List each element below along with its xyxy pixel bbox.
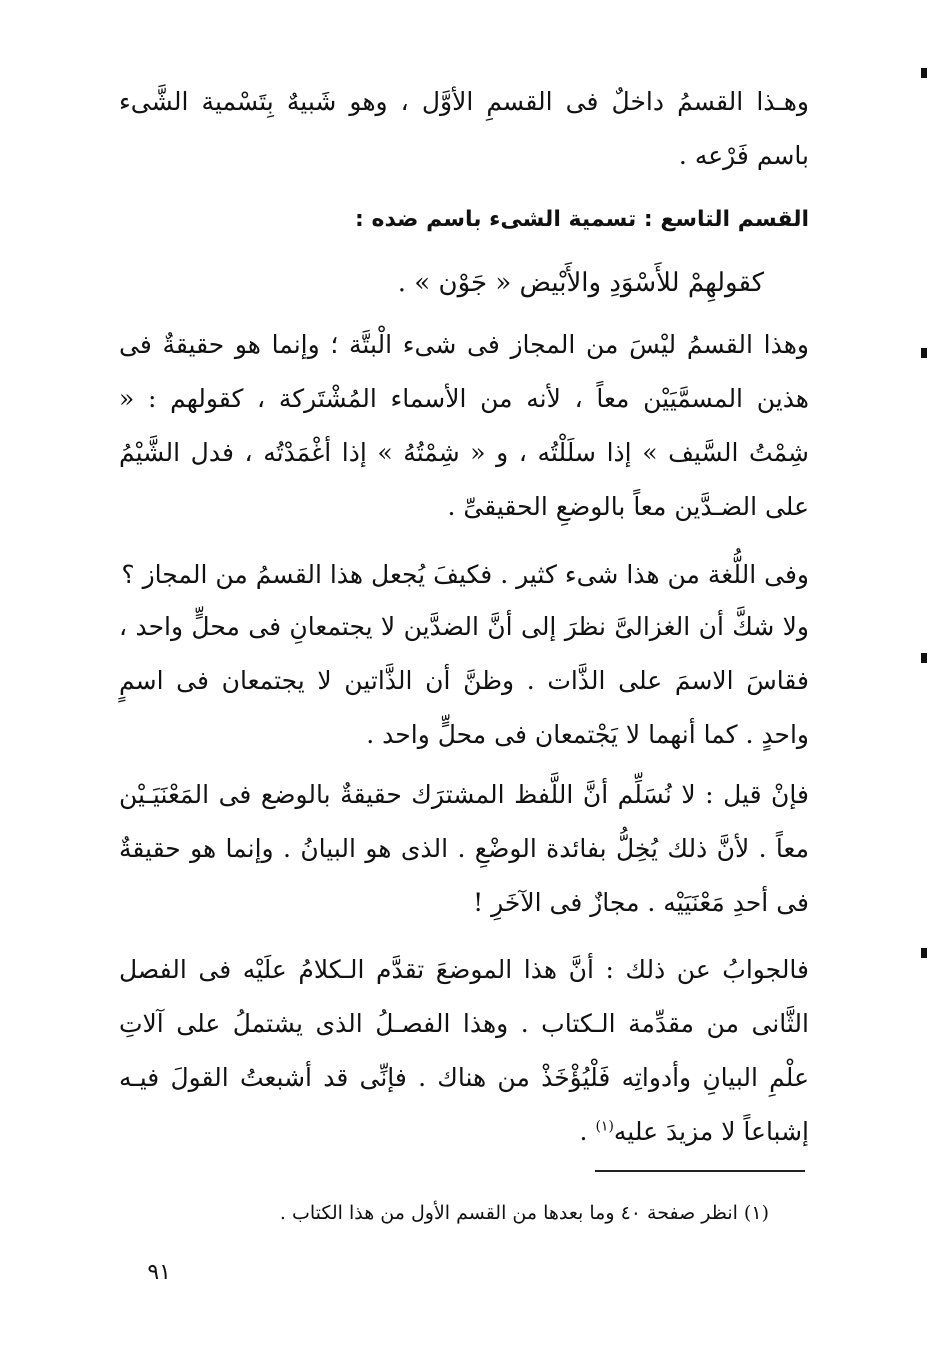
- paragraph: [119, 943, 809, 1159]
- margin-mark: [921, 653, 927, 663]
- page-number: ٩١: [147, 1260, 171, 1285]
- margin-mark: [921, 68, 927, 78]
- paragraph: [119, 548, 809, 602]
- paragraph-text: وهذا القسمُ ليْسَ من المجاز فى شىء الْبتَّة ؛ وإنما هو حقيقةٌ فى هذين المسمَّيَيْن معاً ، لأنه من الأسماء المُشْتَركة ، كقولهم : « شِمْتُ السَّيف » إذا سلَلْتُه ، و « شِمْتُهُ » إذا أغْمَدْتُه ، فدل الشَّيْمُ على الضـدَّين معاً بالوضعِ الحقيقىِّ .: [119, 330, 809, 521]
- paragraph-text: وفى اللُّغة من هذا شىء كثير . فكيفَ يُجعل هذا القسمُ من المجاز ؟: [121, 560, 809, 589]
- paragraph-end: .: [579, 1117, 596, 1146]
- paragraph: [119, 318, 809, 534]
- paragraph-text: فإنْ قيل : لا نُسَلِّم أنَّ اللَّفظ المشترَك حقيقةٌ بالوضع فى المَعْنَيَـيْن معاً . لأنَّ ذلك يُخِلُّ بفائدة الوضْعِ . الذى هو البيانُ . وإنما هو حقيقةٌ فى أحدِ مَعْنَيَيْه . مجازٌ فى الآخَرِ !: [119, 780, 809, 917]
- paragraph: [119, 75, 809, 183]
- example-line: كقولهِمْ للأَسْوَدِ والأَبْيض « جَوْن » .: [397, 268, 764, 298]
- paragraph-text: [119, 943, 809, 1159]
- margin-mark: [921, 348, 927, 358]
- paragraph-text: ولا شكَّ أن الغزالىَّ نظرَ إلى أنَّ الضدَّين لا يجتمعانِ فى محلٍّ واحد ، فقاسَ الاسمَ على الذَّات . وظنَّ أن الذَّاتين لا يجتمعان فى اسمٍ واحدٍ . كما أنهما لا يَجْتمعان فى محلٍّ واحد .: [119, 612, 809, 749]
- margin-mark: [921, 948, 927, 958]
- paragraph-text: وهـذا القسمُ داخلٌ فى القسمِ الأوَّل ، وهو شَبيهٌ بِتَسْمية الشَّىء باسم فَرْعه .: [119, 87, 809, 170]
- paragraph: [119, 600, 809, 762]
- paragraph: [119, 768, 809, 930]
- footnote-separator: [595, 1170, 805, 1172]
- section-heading: القسم التاسع : تسمية الشىء باسم ضده :: [355, 207, 809, 232]
- footnote: (١) انظر صفحة ٤٠ وما بعدها من القسم الأول من هذا الكتاب .: [279, 1202, 769, 1224]
- footnote-reference: (١): [595, 1118, 614, 1135]
- paragraph-body: فالجوابُ عن ذلك : أنَّ هذا الموضعَ تقدَّم الـكلامُ علَيْه فى الفصل الثَّانى من مقدِّمة الـكتاب . وهذا الفصـلُ الذى يشتملُ على آلاتِ علْمِ البيانِ وأدواتِه فَلْيُؤْخَذْ من هناك . فإنِّى قد أشبعتُ القولَ فيـه إشباعاً لا مزيدَ عليه: [119, 955, 809, 1146]
